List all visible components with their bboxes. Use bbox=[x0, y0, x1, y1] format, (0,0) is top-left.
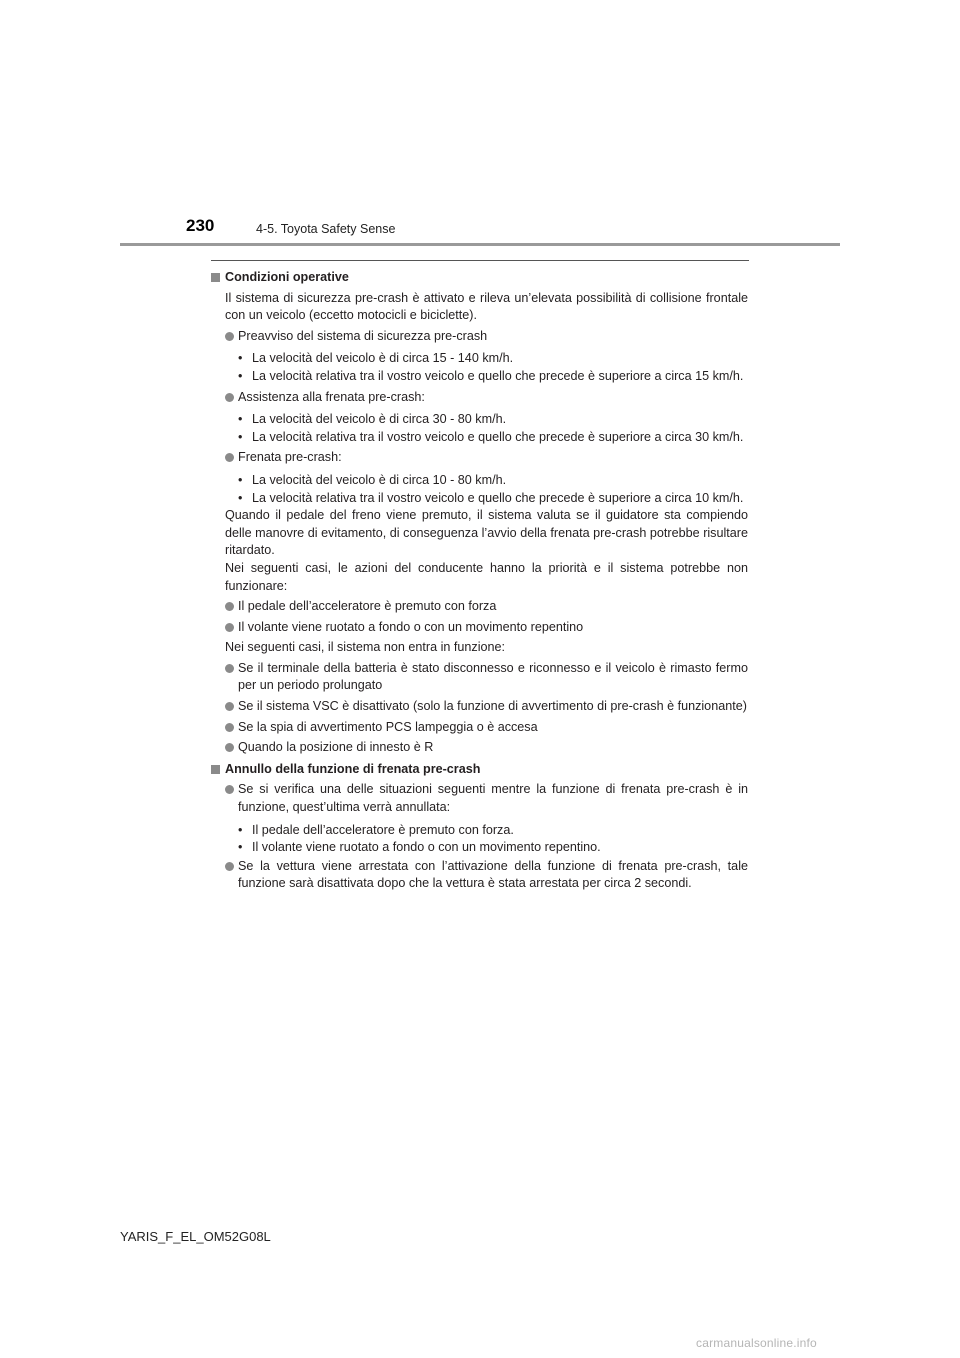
circle-bullet-icon bbox=[225, 723, 234, 732]
circle-bullet-icon bbox=[225, 602, 234, 611]
list-item: Frenata pre-crash: bbox=[211, 449, 748, 467]
circle-bullet-icon bbox=[225, 862, 234, 871]
circle-bullet-icon bbox=[225, 623, 234, 632]
sub-list-item: • La velocità relativa tra il vostro veicolo e quello che precede è superiore a circa 15 km/h. bbox=[238, 368, 744, 383]
page-content bbox=[211, 269, 748, 896]
list-item: Se la spia di avvertimento PCS lampeggia o è accesa bbox=[211, 719, 748, 737]
circle-bullet-icon bbox=[225, 332, 234, 341]
list-item: Se il terminale della batteria è stato disconnesso e riconnesso e il veicolo è rimasto fermo per un periodo prolungato bbox=[211, 660, 748, 695]
priority-paragraph: Nei seguenti casi, le azioni del conducente hanno la priorità e il sistema potrebbe non funzionare: bbox=[225, 560, 748, 593]
list-item: Il pedale dell’acceleratore è premuto con forza bbox=[211, 598, 748, 616]
circle-bullet-icon bbox=[225, 664, 234, 673]
sub-list-item: • La velocità del veicolo è di circa 10 - 80 km/h. bbox=[238, 472, 507, 487]
circle-bullet-icon bbox=[225, 702, 234, 711]
header-rule bbox=[120, 243, 840, 246]
nofunction-paragraph: Nei seguenti casi, il sistema non entra in funzione: bbox=[225, 640, 506, 655]
list-item: Preavviso del sistema di sicurezza pre-crash bbox=[211, 328, 748, 346]
list-item: Se la vettura viene arrestata con l’attivazione della funzione di frenata pre-crash, tale funzione sarà disattivata dopo che la vettura è stata arrestata per circa 2 secondi. bbox=[211, 858, 748, 893]
content-rule bbox=[211, 260, 749, 261]
list-item: Se si verifica una delle situazioni seguenti mentre la funzione di frenata pre-crash è in funzione, quest’ultima verrà annullata: bbox=[211, 781, 748, 816]
sub-list bbox=[211, 350, 748, 385]
sub-list bbox=[211, 411, 748, 446]
sub-list bbox=[211, 822, 748, 857]
section-title-cancel-brake: Annullo della funzione di frenata pre-crash bbox=[211, 761, 748, 779]
list-item: Assistenza alla frenata pre-crash: bbox=[211, 389, 748, 407]
sub-list bbox=[211, 472, 748, 507]
circle-bullet-icon bbox=[225, 453, 234, 462]
brake-paragraph: Quando il pedale del freno viene premuto, il sistema valuta se il guidatore sta compiendo delle manovre di evitamento, di conseguenza l’avvio della frenata pre-crash potrebbe risultare ritardato. bbox=[225, 508, 748, 558]
square-bullet-icon bbox=[211, 765, 220, 774]
document-code: YARIS_F_EL_OM52G08L bbox=[120, 1229, 271, 1244]
sub-list-item: • Il volante viene ruotato a fondo o con un movimento repentino. bbox=[238, 840, 601, 855]
sub-list-item: • La velocità del veicolo è di circa 30 - 80 km/h. bbox=[238, 412, 507, 427]
watermark-link[interactable]: carmanualsonline.info bbox=[696, 1336, 817, 1350]
intro-paragraph: Il sistema di sicurezza pre-crash è attivato e rileva un’elevata possibilità di collisione frontale con un veicolo (eccetto motocicli e biciclette). bbox=[225, 290, 748, 323]
chapter-title: 4-5. Toyota Safety Sense bbox=[256, 222, 396, 236]
sub-list-item: • La velocità relativa tra il vostro veicolo e quello che precede è superiore a circa 10 km/h. bbox=[238, 490, 744, 505]
list-item: Quando la posizione di innesto è R bbox=[211, 739, 748, 757]
section-title-operating-conditions: Condizioni operative bbox=[211, 269, 748, 287]
sub-list-item: • La velocità relativa tra il vostro veicolo e quello che precede è superiore a circa 30 km/h. bbox=[238, 429, 744, 444]
page-number: 230 bbox=[186, 216, 215, 235]
list-item: Se il sistema VSC è disattivato (solo la funzione di avvertimento di pre-crash è funzionante) bbox=[211, 698, 748, 716]
circle-bullet-icon bbox=[225, 785, 234, 794]
square-bullet-icon bbox=[211, 273, 220, 282]
sub-list-item: • Il pedale dell’acceleratore è premuto con forza. bbox=[238, 822, 514, 837]
list-item: Il volante viene ruotato a fondo o con un movimento repentino bbox=[211, 619, 748, 637]
circle-bullet-icon bbox=[225, 393, 234, 402]
circle-bullet-icon bbox=[225, 743, 234, 752]
sub-list-item: • La velocità del veicolo è di circa 15 - 140 km/h. bbox=[238, 351, 514, 366]
